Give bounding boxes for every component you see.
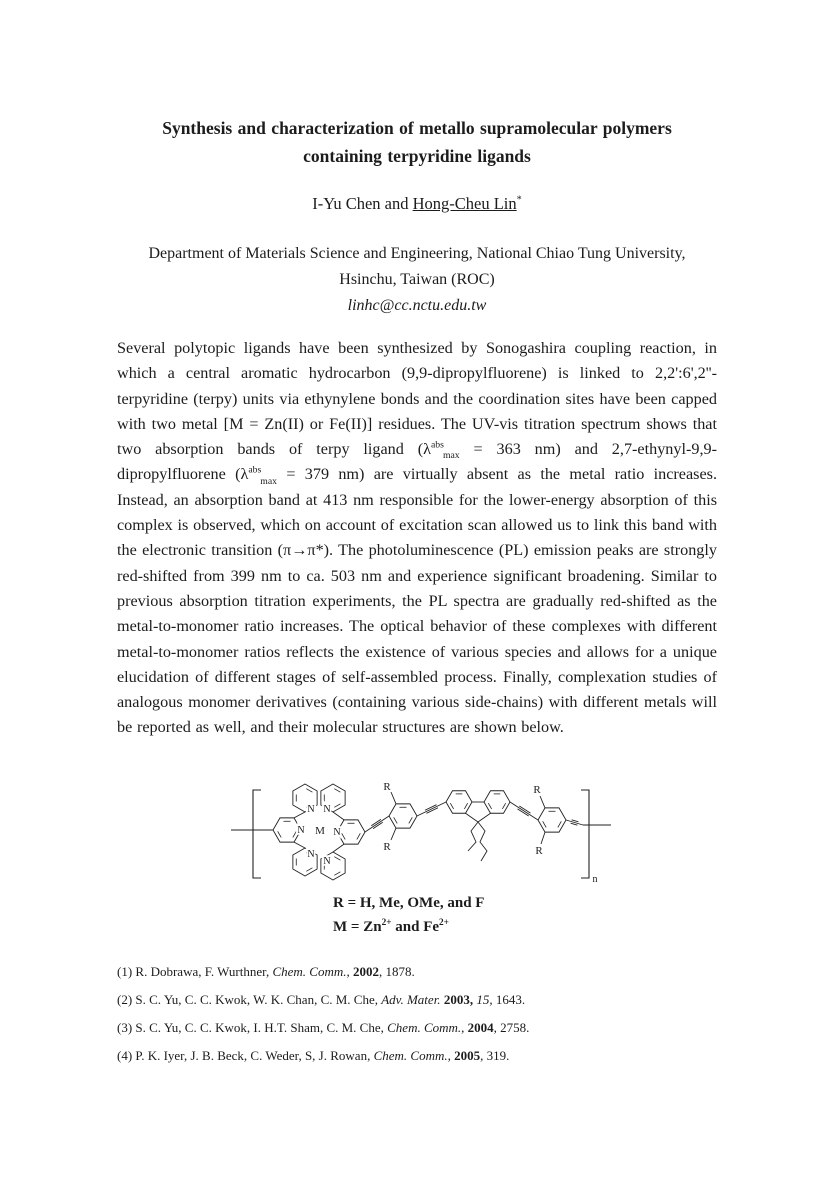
author-corresponding: Hong-Cheu Lin — [412, 194, 517, 213]
metal-definition-text-2: and Fe — [391, 919, 440, 935]
title-line-1: Synthesis and characterization of metallo supramolecular polymers — [162, 118, 672, 138]
reference-item-3 — [117, 1014, 737, 1042]
ref-journal: Chem. Comm., — [373, 1048, 455, 1063]
ref-pages: , 2758. — [493, 1020, 530, 1035]
affiliation-line-1: Department of Materials Science and Engineering, National Chiao Tung University, — [148, 245, 686, 262]
polymer-structure-diagram — [227, 774, 617, 892]
structure-caption — [333, 891, 484, 939]
ref-pages: , 319. — [480, 1048, 510, 1063]
ref-year: 2003, — [443, 992, 477, 1007]
reference-item-1 — [117, 958, 737, 986]
metal-definition — [333, 915, 484, 939]
nitrogen-atom-label: N — [323, 856, 331, 867]
r-group-label: R — [535, 845, 543, 857]
abstract-paragraph — [117, 336, 717, 741]
metal-definition-text-1: M = Zn — [333, 919, 382, 935]
ref-volume: 15, — [476, 992, 496, 1007]
metal-label: M — [315, 825, 325, 837]
nitrogen-atom-label: N — [297, 825, 305, 836]
corresponding-author-asterisk: * — [516, 194, 522, 206]
ref-pages: 1643. — [495, 992, 526, 1007]
repeat-unit-label: n — [592, 874, 598, 885]
ref-journal: Chem. Comm., — [387, 1020, 468, 1035]
r-group-label: R — [383, 841, 391, 853]
ref-journal: Adv. Mater. — [381, 992, 444, 1007]
ref-journal: Chem. Comm., — [272, 964, 353, 979]
ref-year: 2004 — [467, 1020, 494, 1035]
lambda-superscript-2: abs — [248, 465, 262, 477]
contact-email: linhc@cc.nctu.edu.tw — [347, 297, 487, 314]
ref-authors: (1) R. Dobrawa, F. Wurthner, — [117, 964, 273, 979]
lambda-subscript-2: max — [260, 475, 278, 487]
affiliation-block — [0, 241, 834, 319]
nitrogen-atom-label: N — [333, 827, 341, 838]
author-first: I-Yu Chen and — [312, 194, 413, 213]
page-title — [0, 114, 834, 170]
nitrogen-atom-label: N — [307, 849, 315, 860]
ref-pages: , 1878. — [378, 964, 415, 979]
nitrogen-atom-label: N — [307, 804, 315, 815]
reference-item-2 — [117, 986, 737, 1014]
r-group-label: R — [383, 781, 391, 793]
ref-year: 2005 — [454, 1048, 481, 1063]
ref-authors: (4) P. K. Iyer, J. B. Beck, C. Weder, S, J. Rowan, — [117, 1048, 374, 1063]
authors-line — [0, 194, 834, 214]
lambda-subscript-1: max — [442, 450, 460, 462]
reference-item-4 — [117, 1042, 737, 1070]
reference-list — [117, 958, 737, 1070]
abstract-text-1: Several polytopic ligands have been synthesized by Sonogashira coupling reaction, in which a central aromatic hydrocarbon (9,9-dipropylfluorene) is linked to 2,2':6',2''-terpyridine (terpy) units via ethynylene bonds and the coordination sites have been capped with two metal [M = Zn(II) or Fe(II)] residues. The UV-vis titration spectrum shows that two absorption bands of terpy ligand (λ — [117, 339, 717, 459]
r-group-label: R — [533, 784, 541, 796]
fe-charge-superscript: 2+ — [439, 918, 449, 928]
ref-authors: (2) S. C. Yu, C. C. Kwok, W. K. Chan, C. M. Che, — [117, 992, 382, 1007]
ref-authors: (3) S. C. Yu, C. C. Kwok, I. H.T. Sham, C. M. Che, — [117, 1020, 388, 1035]
affiliation-line-2: Hsinchu, Taiwan (ROC) — [339, 271, 495, 288]
ref-year: 2002 — [352, 964, 379, 979]
zn-charge-superscript: 2+ — [381, 918, 392, 928]
lambda-superscript-1: abs — [430, 439, 444, 451]
abstract-text-3: = 379 nm) are virtually absent as the metal ratio increases. Instead, an absorption band at 413 nm responsible for the lower-energy absorption of this complex is observed, which on account of excitation scan allowed us to link this band with the electronic transition (π→π*). The photoluminescence (PL) emission peaks are strongly red-shifted from 399 nm to ca. 503 nm and experience significant broadening. Similar to previous absorption titration experiments, the PL spectra are gradually red-shifted as the metal-to-monomer ratio increases. The optical behavior of these complexes with different metal-to-monomer ratios reflects the existence of various species and allows for a unique elucidation of different stages of self-assembled process. Finally, complexation studies of analogous monomer derivatives (containing various side-chains) with different metals will be reported as well, and their molecular structures are shown below. — [117, 465, 717, 737]
title-line-2: containing terpyridine ligands — [303, 146, 531, 166]
nitrogen-atom-label: N — [323, 804, 331, 815]
r-group-definition: R = H, Me, OMe, and F — [333, 895, 485, 911]
abstract-text-2: = 363 nm) and 2,7-ethynyl-9,9-dipropylfluorene (λ — [117, 440, 718, 484]
